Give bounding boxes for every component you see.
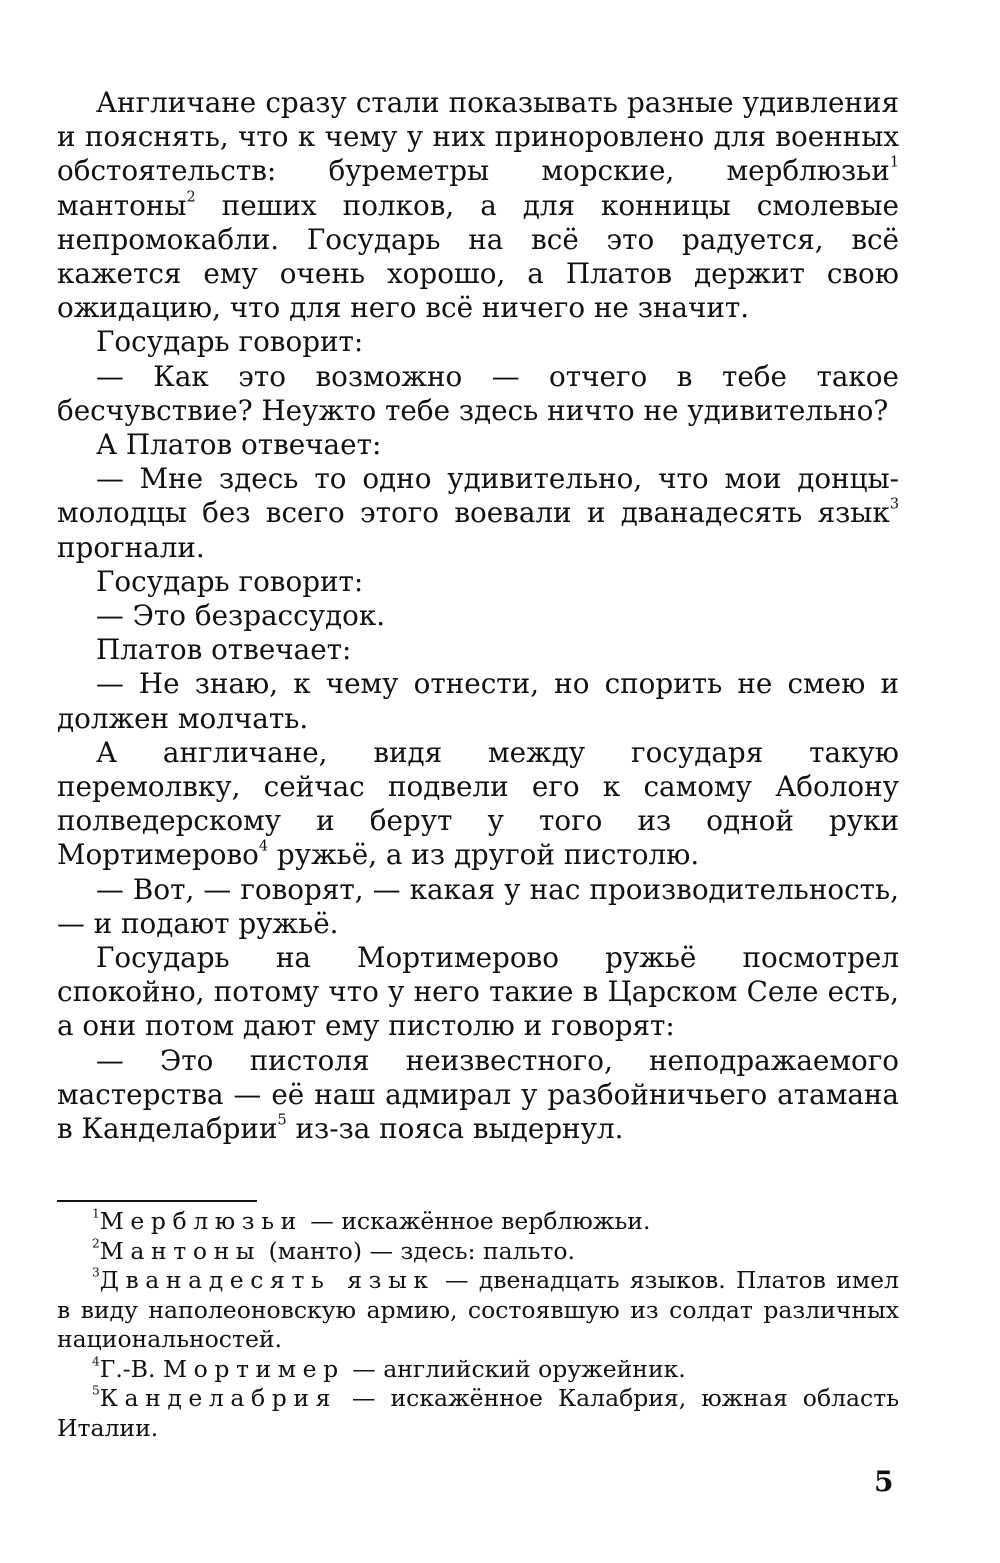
footnote-ref[interactable]: 2: [186, 188, 196, 205]
footnote: $^5$Канделабрия — искажённое Калабрия, южная область Италии.: [57, 1383, 899, 1442]
paragraph: — Вот, — говорят, — какая у нас производительность, — и подают ружьё.: [57, 872, 899, 940]
footnote-term: Мортимер: [162, 1354, 345, 1383]
footnote: $^4$Г.-В. Мортимер — английский оружейник.: [92, 1353, 686, 1383]
footnote-term: Дванадесять язык: [99, 1266, 435, 1294]
paragraph: А Платов отвечает:: [96, 428, 382, 462]
footnote-term: Мерблюзьи: [99, 1207, 303, 1235]
main-text: [57, 86, 899, 1146]
footnote-ref[interactable]: 3: [889, 496, 899, 513]
paragraph: — Не знаю, к чему отнести, но спорить не смею и должен молчать.: [57, 667, 899, 735]
paragraph: А англичане, видя между государя такую перемолвку, сейчас подвели его к самому Аболону полведерскому и берут у того из одной руки Мортимерово$^4$ ружьё, а из другой пистолю.: [57, 735, 899, 872]
paragraph: Государь говорит:: [96, 325, 364, 359]
paragraph: Англичане сразу стали показывать разные удивления и пояснять, что к чему у них приноровлено для военных обстоятельств: буреметры морские, мерблюзьи$^1$ мантоны$^2$ пеших полков, а для конницы смолевые непромокабли. Государь на всё это радуется, всё кажется ему очень хорошо, а Платов держит свою ожидацию, что для него всё ничего не значит.: [57, 86, 899, 325]
footnotes: [57, 1207, 899, 1443]
paragraph: — Это пистоля неизвестного, неподражаемого мастерства — её наш адмирал у разбойничьего атамана в Канделабрии$^5$ из-за пояса выдернул.: [57, 1043, 899, 1146]
footnote-ref[interactable]: 1: [889, 154, 899, 171]
footnote-term: Канделабрия: [99, 1384, 338, 1412]
paragraph: — Как это возможно — отчего в тебе такое бесчувствие? Неужто тебе здесь ничто не удивительно?: [57, 359, 899, 427]
footnote-ref[interactable]: 4: [258, 838, 269, 855]
footnote-term: Мантоны: [99, 1236, 262, 1265]
paragraph: Платов отвечает:: [96, 633, 352, 667]
paragraph: Государь говорит:: [96, 564, 364, 598]
footnote: $^1$Мерблюзьи — искажённое верблюжьи.: [92, 1206, 651, 1235]
paragraph: — Мне здесь то одно удивительно, что мои донцы-молодцы без всего этого воевали и дванадесять язык$^3$ прогнали.: [57, 462, 899, 564]
footnote: $^2$Мантоны (манто) — здесь: пальто.: [92, 1235, 575, 1265]
footnote-divider: [57, 1200, 257, 1202]
footnote-ref[interactable]: 5: [277, 1112, 287, 1129]
page-number: 5: [874, 1465, 894, 1498]
paragraph: Государь на Мортимерово ружьё посмотрел спокойно, потому что у него такие в Царском Селе есть, а они потом дают ему пистолю и говорят:: [57, 941, 899, 1043]
footnote: $^3$Дванадесять язык — двенадцать языков. Платов имел в виду наполеоновскую армию, состоявшую из солдат различных национальностей.: [57, 1265, 899, 1353]
paragraph: — Это безрассудок.: [96, 599, 386, 633]
